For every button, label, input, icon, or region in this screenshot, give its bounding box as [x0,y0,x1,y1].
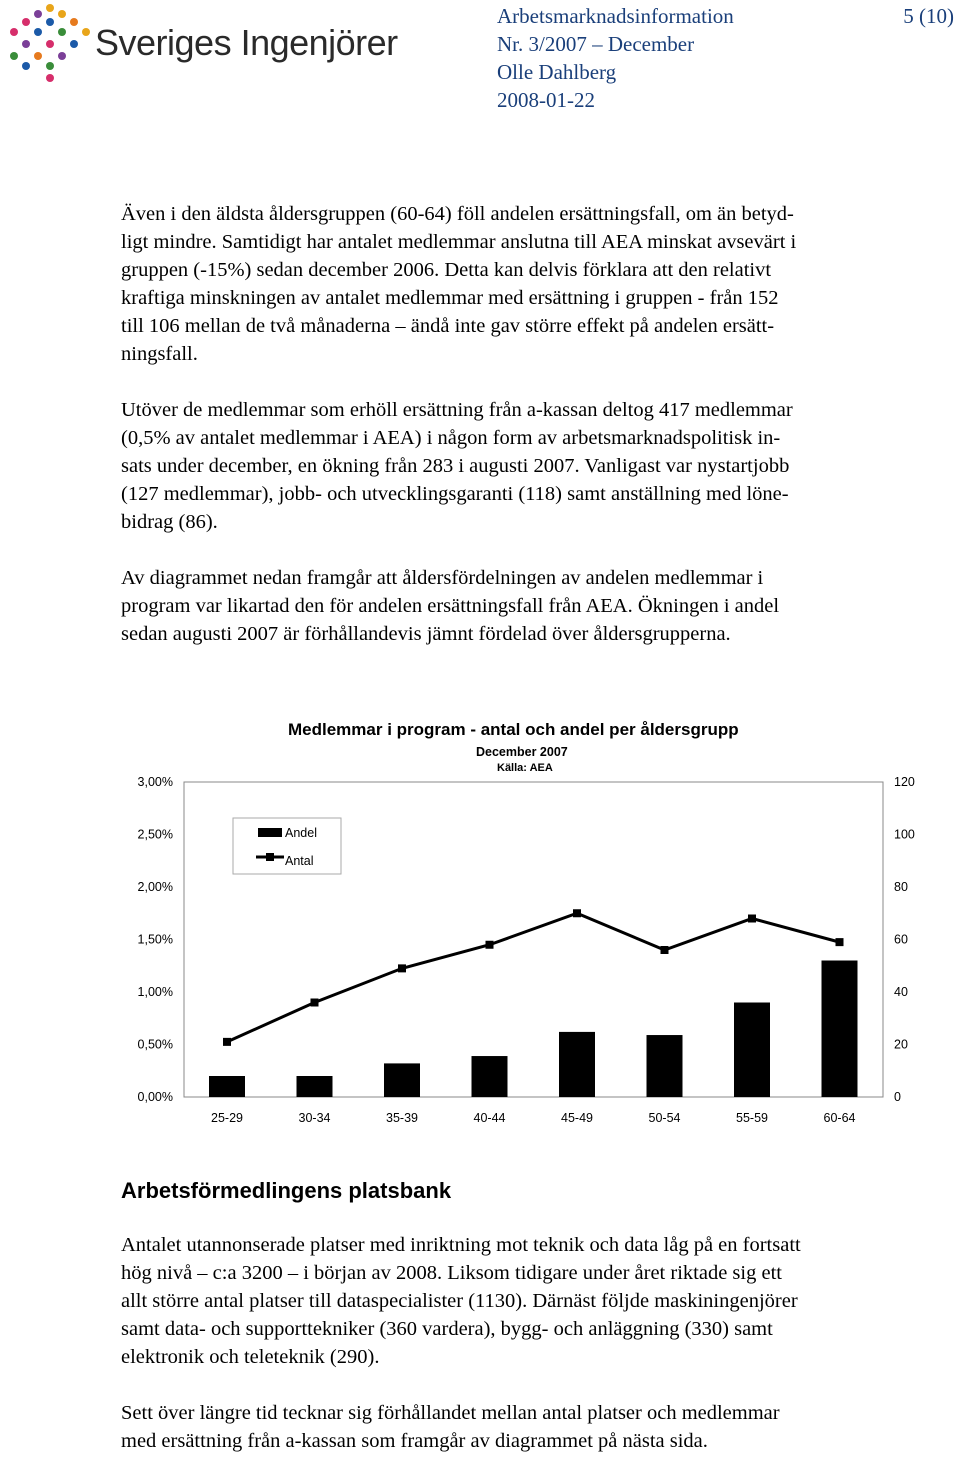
y-right-tick-label: 20 [894,1037,908,1052]
text-line: till 106 mellan de två månaderna – ändå inte gav större effekt på andelen ersätt- [121,315,775,337]
y-left-tick-label: 1,00% [137,985,173,999]
text-line: bidrag (86). [121,511,218,533]
bar-andel [647,1035,683,1097]
x-tick-label: 25-29 [211,1111,243,1125]
paragraph-5 [121,1399,929,1455]
paragraph-4 [121,1231,929,1371]
marker-antal [573,909,581,917]
x-tick-label: 40-44 [473,1111,506,1125]
text-line: ningsfall. [121,343,198,365]
y-right-tick-label: 40 [894,985,908,999]
text-line: Antalet utannonserade platser med inriktning mot teknik och data låg på en fortsatt [121,1234,801,1256]
header-author: Olle Dahlberg [497,60,617,84]
text-line: Av diagrammet nedan framgår att åldersfördelningen av andelen medlemmar i [121,567,764,589]
legend-label-antal: Antal [285,854,314,868]
text-line: med ersättning från a-kassan som framgår av diagrammet på nästa sida. [121,1430,708,1452]
y-right-tick-label: 60 [894,932,908,947]
text-line: elektronik och teleteknik (290). [121,1346,380,1368]
y-left-tick-label: 3,00% [137,775,173,789]
marker-antal [748,915,756,923]
y-left-tick-label: 2,00% [137,880,173,894]
marker-antal [486,941,494,949]
x-tick-label: 45-49 [561,1111,593,1125]
chart-source: Källa: AEA [497,762,553,774]
bar-andel [734,1003,770,1098]
legend-swatch-andel [258,828,282,837]
y-left-tick-label: 0,50% [137,1037,173,1052]
text-line: Utöver de medlemmar som erhöll ersättning från a-kassan deltog 417 medlemmar [121,399,793,421]
text-line: ligt mindre. Samtidigt har antalet medlemmar anslutna till AEA minskat avsevärt i [121,231,797,253]
y-left-tick-label: 2,50% [137,827,173,842]
y-right-tick-label: 100 [894,827,915,842]
legend-marker-antal [266,853,274,861]
y-right-tick-label: 120 [894,775,915,789]
text-line: Även i den äldsta åldersgruppen (60-64) föll andelen ersättningsfall, om än betyd- [121,203,794,225]
chart-subtitle: December 2007 [476,745,568,759]
section-heading: Arbetsförmedlingens platsbank [121,1178,452,1203]
marker-antal [836,938,844,946]
text-line: kraftiga minskningen av antalet medlemmar med ersättning i gruppen - från 152 [121,287,779,309]
text-line: (127 medlemmar), jobb- och utvecklingsgaranti (118) samt anställning med löne- [121,483,789,505]
bar-andel [822,961,858,1098]
header-issue: Nr. 3/2007 – December [497,32,695,56]
x-tick-label: 55-59 [736,1111,768,1125]
bar-andel [209,1076,245,1097]
logo-text: Sveriges Ingenjörer [95,22,398,63]
header-title: Arbetsmarknadsinformation [497,4,734,28]
header-date: 2008-01-22 [497,88,595,112]
text-line: samt data- och supporttekniker (360 vardera), bygg- och anläggning (330) samt [121,1318,773,1340]
text-line: (0,5% av antalet medlemmar i AEA) i någon form av arbetsmarknadspolitisk in- [121,427,781,449]
text-line: gruppen (-15%) sedan december 2006. Detta kan delvis förklara att den relativt [121,259,772,281]
bar-andel [472,1056,508,1097]
chart-title: Medlemmar i program - antal och andel per åldersgrupp [288,720,739,739]
x-tick-label: 30-34 [298,1111,331,1125]
marker-antal [398,964,406,972]
bar-andel [559,1032,595,1097]
x-tick-label: 60-64 [823,1111,856,1125]
text-line: Sett över längre tid tecknar sig förhållandet mellan antal platser och medlemmar [121,1402,780,1424]
text-line: allt större antal platser till dataspecialister (1130). Därnäst följde maskiningenjörer [121,1290,798,1312]
text-line: hög nivå – c:a 3200 – i början av 2008. Liksom tidigare under året riktade sig ett [121,1262,782,1284]
x-tick-label: 35-39 [386,1111,418,1125]
text-line: sedan augusti 2007 är förhållandevis jämnt fördelad över åldersgrupperna. [121,623,731,645]
text-line: sats under december, en ökning från 283 i augusti 2007. Vanligast var nystartjobb [121,455,790,477]
bar-andel [297,1076,333,1097]
y-right-tick-label: 80 [894,880,908,894]
marker-antal [311,999,319,1007]
y-right-tick-label: 0 [894,1090,901,1104]
legend-label-andel: Andel [285,826,317,840]
bar-andel [384,1063,420,1097]
text-line: program var likartad den för andelen ersättningsfall från AEA. Ökningen i andel [121,595,780,617]
y-left-tick-label: 1,50% [137,932,173,947]
y-left-tick-label: 0,00% [137,1090,173,1104]
page-number: 5 (10) [903,4,954,28]
marker-antal [661,946,669,954]
marker-antal [223,1038,231,1046]
x-tick-label: 50-54 [648,1111,681,1125]
